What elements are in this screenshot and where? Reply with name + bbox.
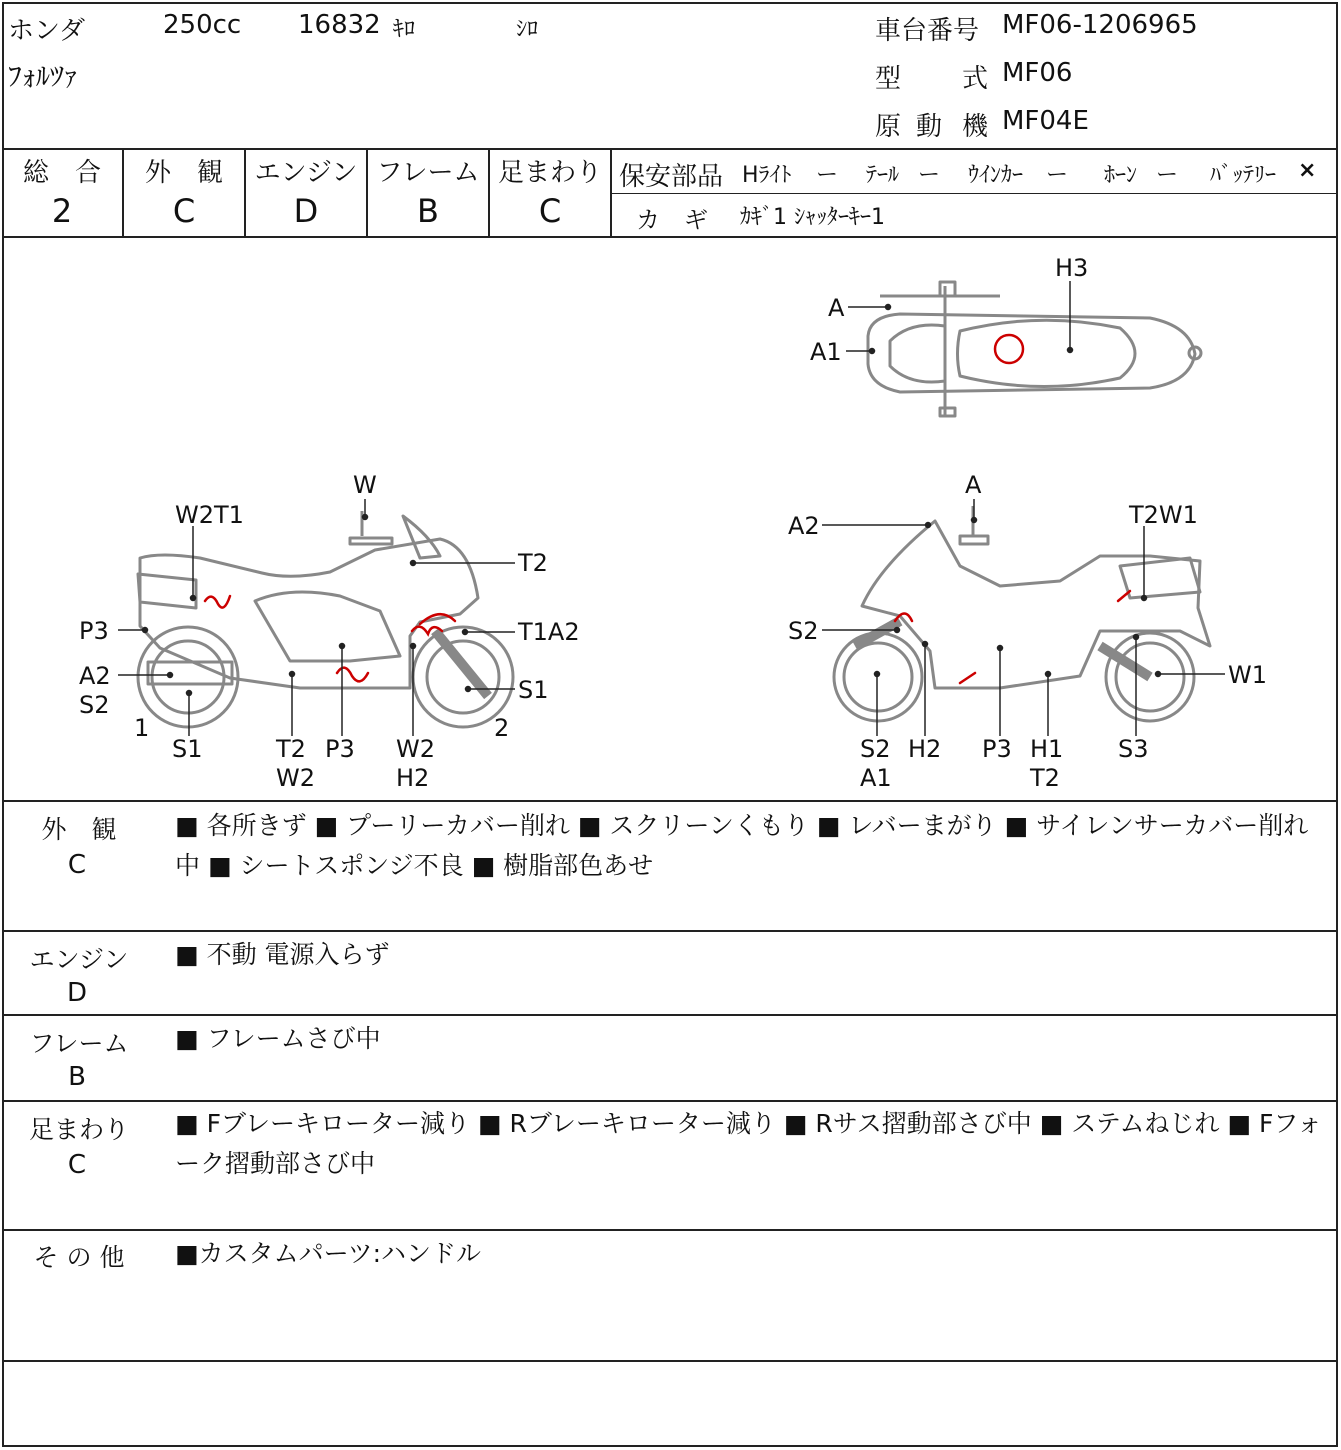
mileage: 16832 bbox=[298, 10, 381, 40]
label-left-p3: P3 bbox=[79, 617, 109, 645]
section-frame-items: ■ フレームさび中 bbox=[175, 1024, 381, 1053]
divider bbox=[612, 193, 1338, 194]
section-engine-grade: D bbox=[66, 978, 88, 1008]
section-frame-grade: B bbox=[68, 1062, 86, 1092]
color: ｼﾛ bbox=[516, 17, 539, 42]
label-right-a: A bbox=[965, 471, 982, 499]
safety-label: 保安部品 bbox=[619, 162, 724, 192]
scooter-top-view bbox=[868, 282, 1201, 416]
tail-label: ﾃｰﾙ bbox=[866, 163, 900, 188]
key-label: カ ギ bbox=[636, 206, 708, 234]
engine-label-2: 動 bbox=[916, 112, 943, 142]
section-engine-items: ■ 不動 電源入らず bbox=[175, 940, 390, 969]
engine-value: MF04E bbox=[1002, 106, 1089, 136]
label-right-t2w1: T2W1 bbox=[1129, 501, 1198, 529]
grade-frame-label: フレーム bbox=[376, 158, 480, 188]
displacement: 250cc bbox=[163, 10, 242, 40]
section-exterior-grade: C bbox=[67, 850, 87, 880]
label-top-a1: A1 bbox=[810, 338, 842, 366]
engine-label-1: 原 bbox=[875, 112, 902, 142]
grade-suspension-label: 足まわり bbox=[497, 158, 602, 188]
type-label-1: 型 bbox=[875, 64, 902, 94]
label-left-s2: S2 bbox=[79, 691, 110, 719]
tail-value: ー bbox=[918, 163, 941, 188]
label-right-h1: H1 bbox=[1030, 735, 1064, 763]
engine-label-3: 機 bbox=[962, 112, 989, 142]
label-left-w2-front: W2 bbox=[396, 735, 435, 763]
label-right-a2: A2 bbox=[788, 512, 820, 540]
battery-label: ﾊﾞｯﾃﾘｰ bbox=[1210, 163, 1277, 188]
headlight-label: Hﾗｲﾄ bbox=[742, 163, 792, 188]
grade-frame-value: B bbox=[417, 192, 439, 230]
label-left-w2t1: W2T1 bbox=[175, 501, 244, 529]
battery-value: × bbox=[1298, 158, 1317, 183]
grade-exterior-value: C bbox=[172, 192, 196, 230]
scooter-left-view bbox=[138, 511, 513, 727]
label-right-s2-bottom: S2 bbox=[860, 735, 891, 763]
label-left-h2-front: H2 bbox=[396, 764, 430, 792]
divider bbox=[2, 1014, 1338, 1016]
section-suspension-label: 足まわり bbox=[28, 1115, 129, 1144]
grade-engine-label: エンジン bbox=[254, 158, 358, 188]
diagram-labels bbox=[79, 254, 1267, 792]
label-left-t2-bottom: T2 bbox=[276, 735, 306, 763]
label-right-h2: H2 bbox=[908, 735, 942, 763]
label-right-s2: S2 bbox=[788, 617, 819, 645]
winker-value: ー bbox=[1046, 163, 1069, 188]
horn-label: ﾎｰﾝ bbox=[1104, 163, 1138, 188]
divider bbox=[610, 148, 612, 236]
label-right-s3: S3 bbox=[1118, 735, 1149, 763]
section-suspension-grade: C bbox=[67, 1150, 87, 1180]
key-value: ｶｷﾞ1 ｼｬｯﾀｰｷｰ1 bbox=[740, 205, 885, 230]
label-left-front-num: 2 bbox=[494, 714, 510, 742]
divider bbox=[2, 1360, 1338, 1362]
label-left-w2-bottom: W2 bbox=[276, 764, 315, 792]
frame-number: MF06-1206965 bbox=[1002, 10, 1198, 40]
label-left-s1-rear: S1 bbox=[172, 735, 203, 763]
label-left-t2: T2 bbox=[518, 549, 548, 577]
winker-label: ｳｲﾝｶｰ bbox=[968, 163, 1024, 188]
section-exterior-label: 外 観 bbox=[41, 815, 117, 844]
type-label-2: 式 bbox=[962, 64, 989, 94]
model-name: ﾌｫﾙﾂｧ bbox=[8, 60, 79, 93]
label-leaders bbox=[118, 281, 1225, 736]
grade-suspension-value: C bbox=[538, 192, 562, 230]
grade-total-label: 総 合 bbox=[22, 158, 101, 188]
label-top-h3: H3 bbox=[1055, 254, 1089, 282]
divider bbox=[2, 930, 1338, 932]
mileage-unit: ｷﾛ bbox=[393, 17, 416, 42]
label-left-a2: A2 bbox=[79, 662, 111, 690]
section-exterior-items: ■ 各所きず ■ プーリーカバー削れ ■ スクリーンくもり ■ レバーまがり ■ サイレンサーカバー削れ中 ■ シートスポンジ不良 ■ 樹脂部色あせ bbox=[175, 811, 1309, 880]
label-left-rear-num: 1 bbox=[134, 714, 150, 742]
label-left-s1-front: S1 bbox=[518, 676, 549, 704]
frame-label: 車台番号 bbox=[875, 16, 980, 46]
scooter-right-view bbox=[834, 506, 1210, 721]
label-right-p3: P3 bbox=[982, 735, 1012, 763]
grade-engine-value: D bbox=[293, 192, 319, 230]
section-frame-label: フレーム bbox=[29, 1029, 129, 1058]
damage-marks bbox=[205, 335, 1130, 683]
label-left-p3-bottom: P3 bbox=[325, 735, 355, 763]
divider bbox=[2, 1100, 1338, 1102]
divider bbox=[2, 800, 1338, 802]
label-right-w1: W1 bbox=[1228, 661, 1267, 689]
type-value: MF06 bbox=[1002, 58, 1073, 88]
label-right-a1-bottom: A1 bbox=[860, 764, 892, 792]
label-left-t1a2: T1A2 bbox=[518, 618, 580, 646]
label-right-t2: T2 bbox=[1030, 764, 1060, 792]
headlight-value: ー bbox=[816, 163, 839, 188]
divider bbox=[2, 148, 1338, 150]
section-other-items: ■カスタムパーツ:ハンドル bbox=[175, 1239, 482, 1268]
grade-total-value: 2 bbox=[51, 192, 73, 230]
grade-exterior-label: 外 観 bbox=[144, 158, 223, 188]
divider bbox=[2, 1229, 1338, 1231]
label-left-w: W bbox=[353, 471, 377, 499]
label-top-a: A bbox=[828, 294, 845, 322]
section-suspension-items: ■ Fブレーキローター減り ■ Rブレーキローター減り ■ Rサス摺動部さび中 ■ ステムねじれ ■ Fフォーク摺動部さび中 bbox=[175, 1109, 1323, 1178]
section-other-label: そ の 他 bbox=[33, 1243, 125, 1272]
section-engine-label: エンジン bbox=[29, 945, 129, 974]
damage-diagram bbox=[0, 236, 1341, 800]
maker: ホンダ bbox=[8, 16, 85, 46]
horn-value: ー bbox=[1156, 163, 1179, 188]
